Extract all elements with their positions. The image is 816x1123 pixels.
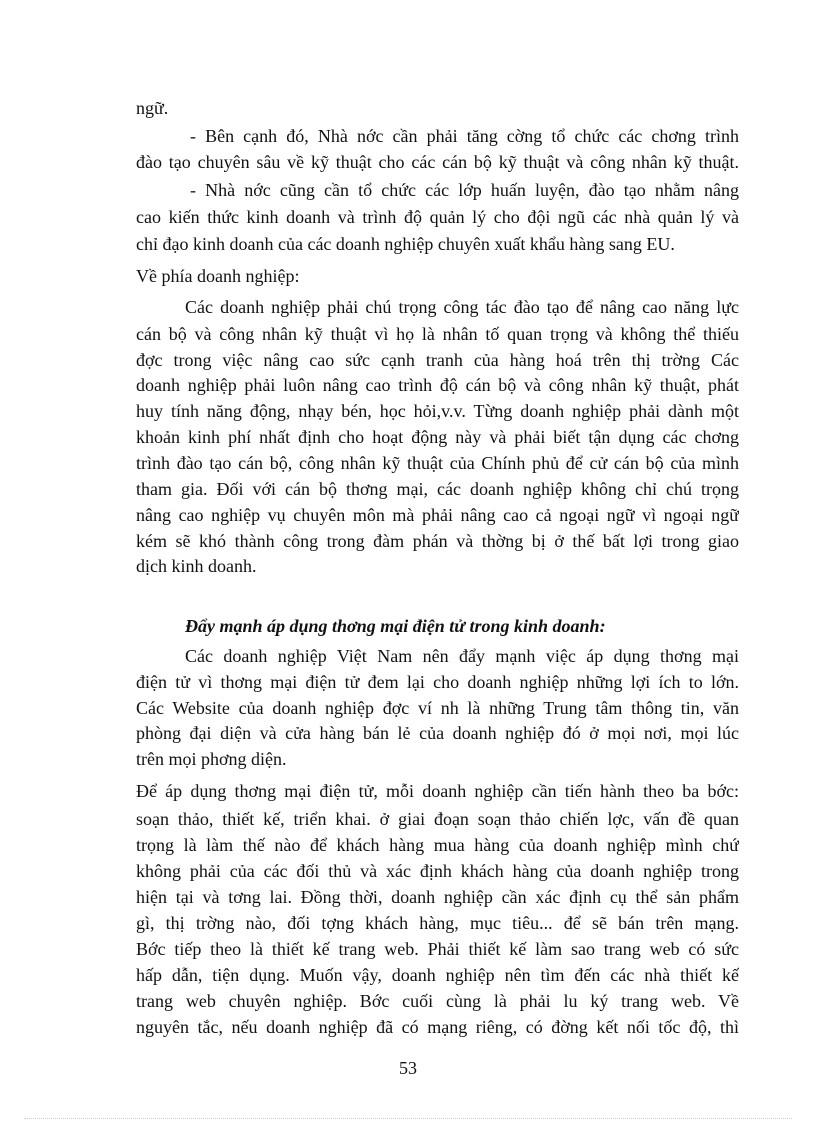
paragraph-line: đợc trong việc nâng cao sức cạnh tranh của hàng hoá trên thị trờng Các: [136, 350, 739, 370]
paragraph-line: không phải của các đối thủ và xác định khách hàng của doanh nghiệp trong: [136, 861, 739, 881]
paragraph-line: - Bên cạnh đó, Nhà nớc cần phải tăng cờng tổ chức các chơng trình: [190, 126, 739, 146]
section-label: Về phía doanh nghiệp:: [136, 266, 300, 286]
paragraph-line: huy tính năng động, nhạy bén, học hỏi,v.v. Từng doanh nghiệp phải dành một: [136, 401, 739, 421]
paragraph-line: Để áp dụng thơng mại điện tử, mỗi doanh nghiệp cần tiến hành theo ba bớc:: [136, 781, 739, 801]
paragraph-line: soạn thảo, thiết kế, triển khai. ở giai đoạn soạn thảo chiến lợc, vấn đề quan: [136, 809, 739, 829]
paragraph-line: kém sẽ khó thành công trong đàm phán và thờng bị ở thế bất lợi trong giao: [136, 531, 739, 551]
paragraph-line: đào tạo chuyên sâu về kỹ thuật cho các cán bộ kỹ thuật và công nhân kỹ thuật.: [136, 152, 739, 172]
paragraph-line: trình đào tạo cán bộ, công nhân kỹ thuật của Chính phủ để cử cán bộ của mình: [136, 453, 739, 473]
paragraph-line: chỉ đạo kinh doanh của các doanh nghiệp chuyên xuất khẩu hàng sang EU.: [136, 234, 675, 254]
paragraph-line: Các doanh nghiệp phải chú trọng công tác đào tạo để nâng cao năng lực: [185, 297, 739, 317]
paragraph-line: ngữ.: [136, 98, 169, 118]
paragraph-line: điện tử vì thơng mại điện tử đem lại cho doanh nghiệp những lợi ích to lớn.: [136, 672, 739, 692]
paragraph-line: Các Website của doanh nghiệp đợc ví nh là những Trung tâm thông tin, văn: [136, 698, 739, 718]
paragraph-line: hiện tại và tơng lai. Đồng thời, doanh nghiệp cần xác định cụ thể sản phẩm: [136, 887, 739, 907]
paragraph-line: phòng đại diện và cửa hàng bán lẻ của doanh nghiệp đó ở mọi nơi, mọi lúc: [136, 723, 739, 743]
page-number: 53: [399, 1058, 417, 1078]
paragraph-line: khoản kinh phí nhất định cho hoạt động này và phải biết tận dụng các chơng: [136, 427, 739, 447]
paragraph-line: - Nhà nớc cũng cần tổ chức các lớp huấn luyện, đào tạo nhằm nâng: [190, 180, 739, 200]
paragraph-line: trang web chuyên nghiệp. Bớc cuối cùng là phải lu ký trang web. Về: [136, 991, 739, 1011]
paragraph-line: trên mọi phơng diện.: [136, 749, 287, 769]
section-heading: Đẩy mạnh áp dụng thơng mại điện tử trong kinh doanh:: [185, 616, 606, 636]
paragraph-line: doanh nghiệp phải luôn nâng cao trình độ cán bộ và công nhân kỹ thuật, phát: [136, 375, 739, 395]
paragraph-line: cán bộ và công nhân kỹ thuật vì họ là nhân tố quan trọng và không thể thiếu: [136, 324, 739, 344]
paragraph-line: tham gia. Đối với cán bộ thơng mại, các doanh nghiệp không chỉ chú trọng: [136, 479, 739, 499]
footer-divider: [24, 1118, 792, 1119]
paragraph-line: cao kiến thức kinh doanh và trình độ quản lý cho đội ngũ các nhà quản lý và: [136, 207, 739, 227]
paragraph-line: gì, thị trờng nào, đối tợng khách hàng, mục tiêu... để sẽ bán trên mạng.: [136, 913, 739, 933]
paragraph-line: dịch kinh doanh.: [136, 556, 257, 576]
paragraph-line: Các doanh nghiệp Việt Nam nên đẩy mạnh việc áp dụng thơng mại: [185, 646, 739, 666]
paragraph-line: trọng là làm thế nào để khách hàng mua hàng của doanh nghiệp mình chứ: [136, 835, 739, 855]
paragraph-line: nâng cao nghiệp vụ chuyên môn mà phải nâng cao cả ngoại ngữ vì ngoại ngữ: [136, 505, 739, 525]
paragraph-line: Bớc tiếp theo là thiết kế trang web. Phải thiết kế làm sao trang web có sức: [136, 939, 739, 959]
paragraph-line: nguyên tắc, nếu doanh nghiệp đã có mạng riêng, có đờng kết nối tốc độ, thì: [136, 1017, 739, 1037]
paragraph-line: hấp dẫn, tiện dụng. Muốn vậy, doanh nghiệp nên tìm đến các nhà thiết kế: [136, 965, 739, 985]
